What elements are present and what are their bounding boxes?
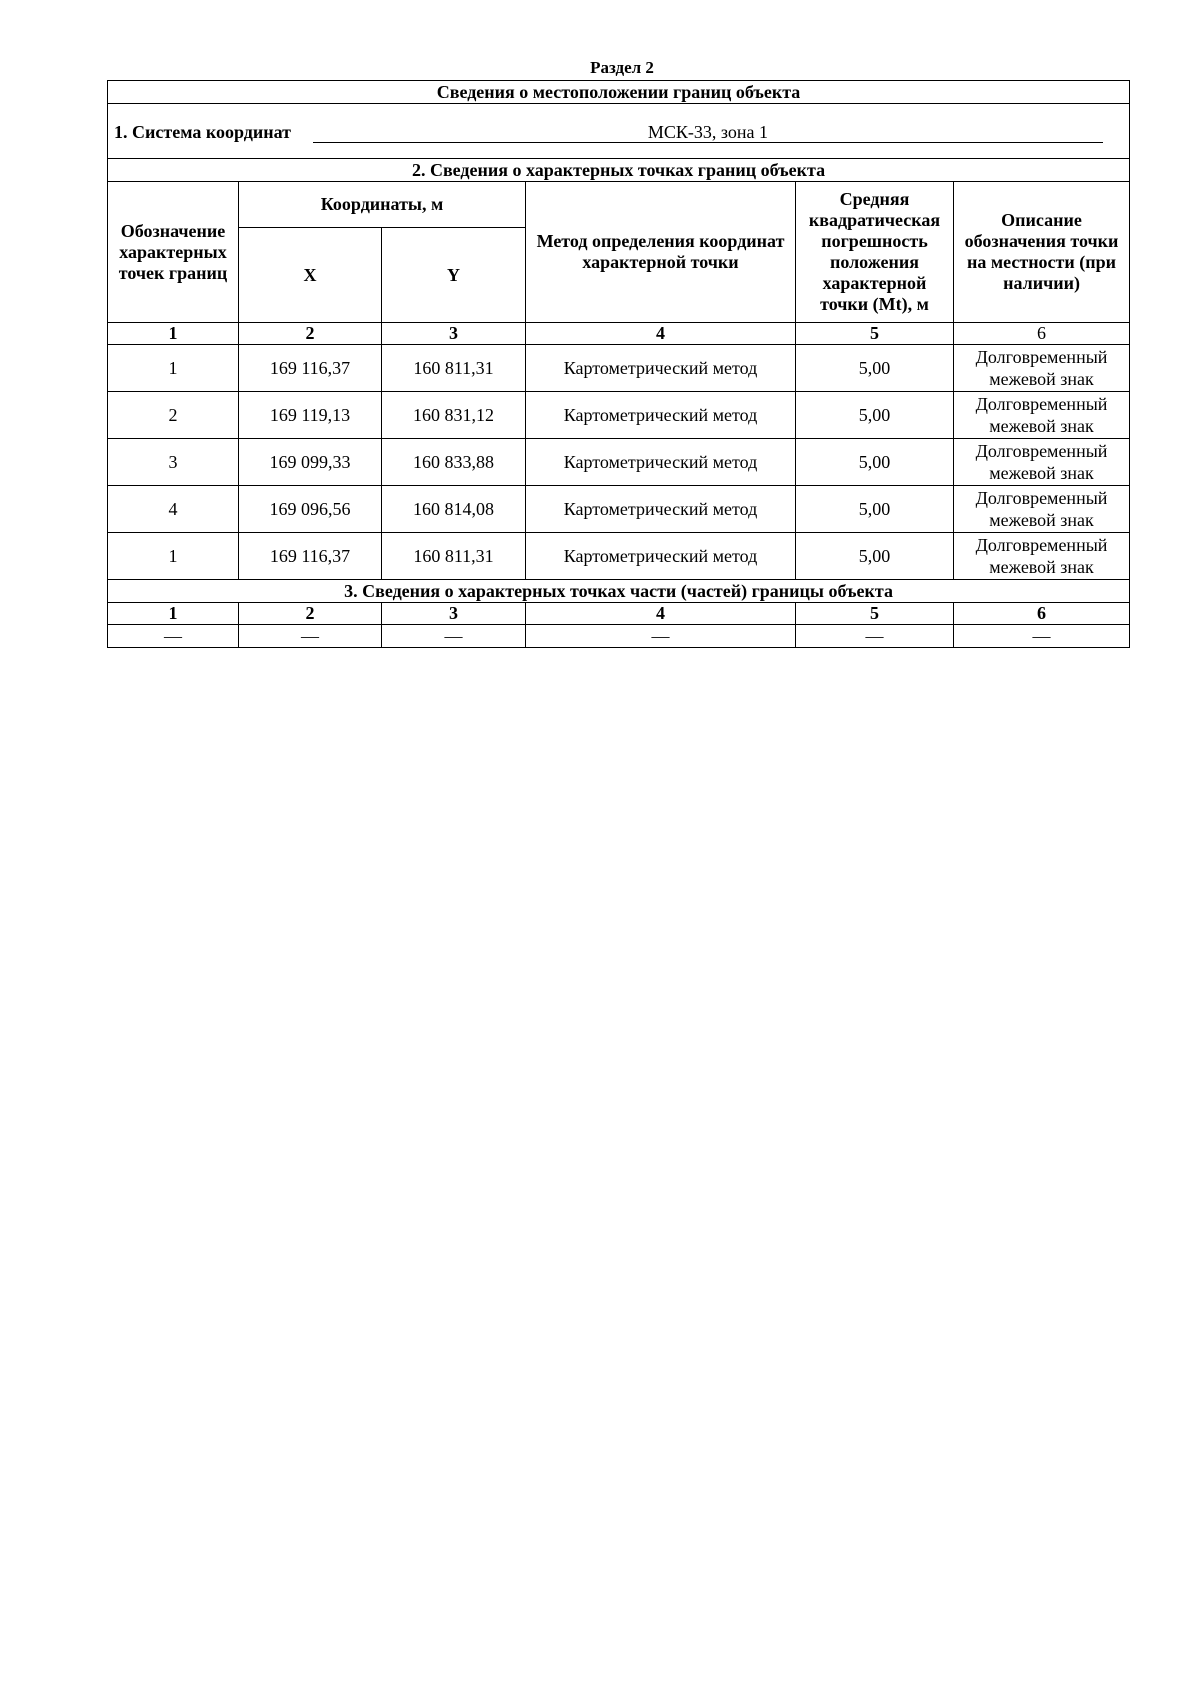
- column-number: 1: [108, 603, 239, 625]
- column-number: 5: [796, 323, 954, 345]
- x-coordinate: 169 119,13: [239, 392, 382, 439]
- points-section-title: 2. Сведения о характерных точках границ объекта: [108, 159, 1130, 182]
- description-cell: Долговременный межевой знак: [954, 439, 1130, 486]
- description-cell: Долговременный межевой знак: [954, 486, 1130, 533]
- column-number: 4: [526, 603, 796, 625]
- description-cell: Долговременный межевой знак: [954, 533, 1130, 580]
- points-header-row: [108, 182, 1130, 228]
- point-number: 1: [108, 533, 239, 580]
- boundary-info-table: [107, 80, 1130, 648]
- method-cell: Картометрический метод: [526, 392, 796, 439]
- description-cell: Долговременный межевой знак: [954, 345, 1130, 392]
- table-row: [108, 439, 1130, 486]
- x-coordinate: 169 116,37: [239, 345, 382, 392]
- y-coordinate: 160 814,08: [382, 486, 526, 533]
- y-coordinate: 160 811,31: [382, 345, 526, 392]
- y-coordinate: 160 831,12: [382, 392, 526, 439]
- column-number: 4: [526, 323, 796, 345]
- header-error: Средняя квадратическая погрешность положения характерной точки (Mt), м: [796, 182, 954, 323]
- error-cell: 5,00: [796, 345, 954, 392]
- column-number: 3: [382, 603, 526, 625]
- table-row: [108, 533, 1130, 580]
- empty-cell: —: [796, 625, 954, 648]
- table-row: [108, 392, 1130, 439]
- parts-section-title: 3. Сведения о характерных точках части (частей) границы объекта: [108, 580, 1130, 603]
- x-coordinate: 169 096,56: [239, 486, 382, 533]
- column-number: 2: [239, 603, 382, 625]
- column-number: 6: [954, 603, 1130, 625]
- header-description: Описание обозначения точки на местности (при наличии): [954, 182, 1130, 323]
- point-number: 2: [108, 392, 239, 439]
- coordinate-system-label: 1. Система координат: [114, 122, 291, 142]
- error-cell: 5,00: [796, 392, 954, 439]
- column-number: 6: [954, 323, 1130, 345]
- x-coordinate: 169 099,33: [239, 439, 382, 486]
- coordinate-system-row: [108, 104, 1130, 159]
- column-number: 2: [239, 323, 382, 345]
- empty-cell: —: [239, 625, 382, 648]
- description-cell: Долговременный межевой знак: [954, 392, 1130, 439]
- table-row: [108, 486, 1130, 533]
- point-number: 1: [108, 345, 239, 392]
- empty-cell: —: [382, 625, 526, 648]
- column-number: 5: [796, 603, 954, 625]
- section-heading: Раздел 2: [590, 58, 654, 77]
- header-coordinates: Координаты, м: [239, 182, 526, 228]
- column-number: 1: [108, 323, 239, 345]
- header-method: Метод определения координат характерной точки: [526, 182, 796, 323]
- y-coordinate: 160 833,88: [382, 439, 526, 486]
- coordinate-system-value: МСК-33, зона 1: [313, 122, 1103, 143]
- method-cell: Картометрический метод: [526, 533, 796, 580]
- error-cell: 5,00: [796, 533, 954, 580]
- x-coordinate: 169 116,37: [239, 533, 382, 580]
- empty-cell: —: [954, 625, 1130, 648]
- point-number: 3: [108, 439, 239, 486]
- empty-cell: —: [526, 625, 796, 648]
- table-title: Сведения о местоположении границ объекта: [108, 81, 1130, 104]
- error-cell: 5,00: [796, 439, 954, 486]
- method-cell: Картометрический метод: [526, 345, 796, 392]
- point-number: 4: [108, 486, 239, 533]
- y-coordinate: 160 811,31: [382, 533, 526, 580]
- table-row: [108, 345, 1130, 392]
- points-column-numbers: [108, 323, 1130, 345]
- header-x: X: [239, 228, 382, 323]
- table-row: [108, 625, 1130, 648]
- error-cell: 5,00: [796, 486, 954, 533]
- method-cell: Картометрический метод: [526, 486, 796, 533]
- header-y: Y: [382, 228, 526, 323]
- header-designation: Обозначение характерных точек границ: [108, 182, 239, 323]
- column-number: 3: [382, 323, 526, 345]
- method-cell: Картометрический метод: [526, 439, 796, 486]
- empty-cell: —: [108, 625, 239, 648]
- parts-column-numbers: [108, 603, 1130, 625]
